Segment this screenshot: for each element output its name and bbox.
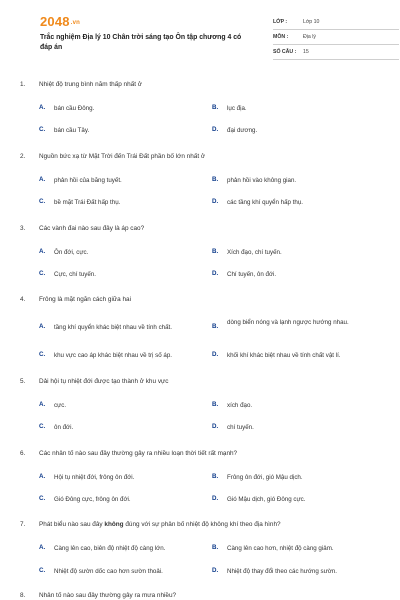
quiz-meta (273, 16, 399, 61)
question-text: 4. Frông là mặt ngăn cách giữa hai (20, 296, 132, 303)
logo-tld: .vn (70, 19, 81, 26)
page: 2048.vn Trắc nghiệm Địa lý 10 Chân trời sáng tạo Ôn tập chương 4 có đáp án LỚP : Lớp 10 MÔN : Địa lý SỐ CÂU : 15 1. Nhiệt độ trung bình năm thấp nhất ở A. bán cầu Đông. B. lục địa. C. bán cầu Tây. D. đại dương. 2. Nguồn bức xạ từ Mặt Trời đến Trái Đất phần bố lớn nhất ở A. phản hồi của băng tuyết. B. phản hồi vào không gian. C. bề mặt Trái Đất hấp thụ. D. các tầng khí quyển hấp thụ. 3. Các vành đai nào sau đây là áp cao? A. Ôn đới, cực. B. Xích đạo, chí tuyến. C. Cực, chí tuyến. D. Chí tuyến, ôn đới. 4. Frông là mặt ngăn cách giữa hai A. tầng khí quyển khác biệt nhau về tính chất. B. dòng biển nóng và lạnh ngược hướng nhau. C. khu vực cao áp khác biệt nhau về trị số áp. D. khối khí khác biệt nhau về tính chất vật lí. 5. Dải hội tụ nhiệt đới được tạo thành ở khu vực A. cực. B. xích đạo. C. ôn đới. D. chí tuyến. 6. Các nhân tố nào sau đây thường gây ra nhiều loạn thời tiết rất mạnh? A. Hội tụ nhiệt đới, frông ôn đới. B. Frông ôn đới, gió Mậu dịch. C. Gió Đông cực, frông ôn đới. D. Gió Mậu dịch, gió Đông cực. 7. Phát biểu nào sau đây không đúng với sự phân bố nhiệt độ không khí theo địa hình? A. Càng lên cao, biên độ nhiệt độ càng lớn. B. Càng lên cao hơn, nhiệt độ càng giảm. C. Nhiệt độ sườn dốc cao hơn sườn thoải. D. Nhiệt độ thay đổi theo các hướng sườn. 8. Nhân tố nào sau đây thường gây ra mưa nhiều? (0, 0, 400, 600)
meta-label: MÔN : (273, 34, 289, 40)
question-text: 5. Dải hội tụ nhiệt đới được tạo thành ở khu vực (20, 378, 169, 385)
meta-row-subject (273, 31, 399, 45)
logo-text: 2048 (40, 14, 70, 29)
question-text: 6. Các nhân tố nào sau đây thường gây ra nhiều loạn thời tiết rất mạnh? (20, 450, 238, 457)
question-text: 7. Phát biểu nào sau đây không đúng với sự phân bố nhiệt độ không khí theo địa hình? (20, 521, 281, 528)
meta-row-count (273, 46, 399, 60)
question-text: 1. Nhiệt độ trung bình năm thấp nhất ở (20, 81, 142, 88)
meta-value: Lớp 10 (303, 19, 320, 25)
meta-value: 15 (303, 49, 309, 55)
meta-value: Địa lý (303, 34, 316, 40)
meta-label: SỐ CÂU : (273, 49, 297, 55)
question-text: 3. Các vành đai nào sau đây là áp cao? (20, 225, 145, 232)
question-text: 2. Nguồn bức xạ từ Mặt Trời đến Trái Đất phần bố lớn nhất ở (20, 153, 206, 160)
meta-row-class (273, 16, 399, 30)
site-logo[interactable] (40, 14, 80, 29)
question-text: 8. Nhân tố nào sau đây thường gây ra mưa nhiều? (20, 592, 177, 599)
header (20, 0, 380, 66)
meta-label: LỚP : (273, 19, 288, 25)
page-title: Trắc nghiệm Địa lý 10 Chân trời sáng tạo Ôn tập chương 4 có đáp án (40, 34, 242, 51)
